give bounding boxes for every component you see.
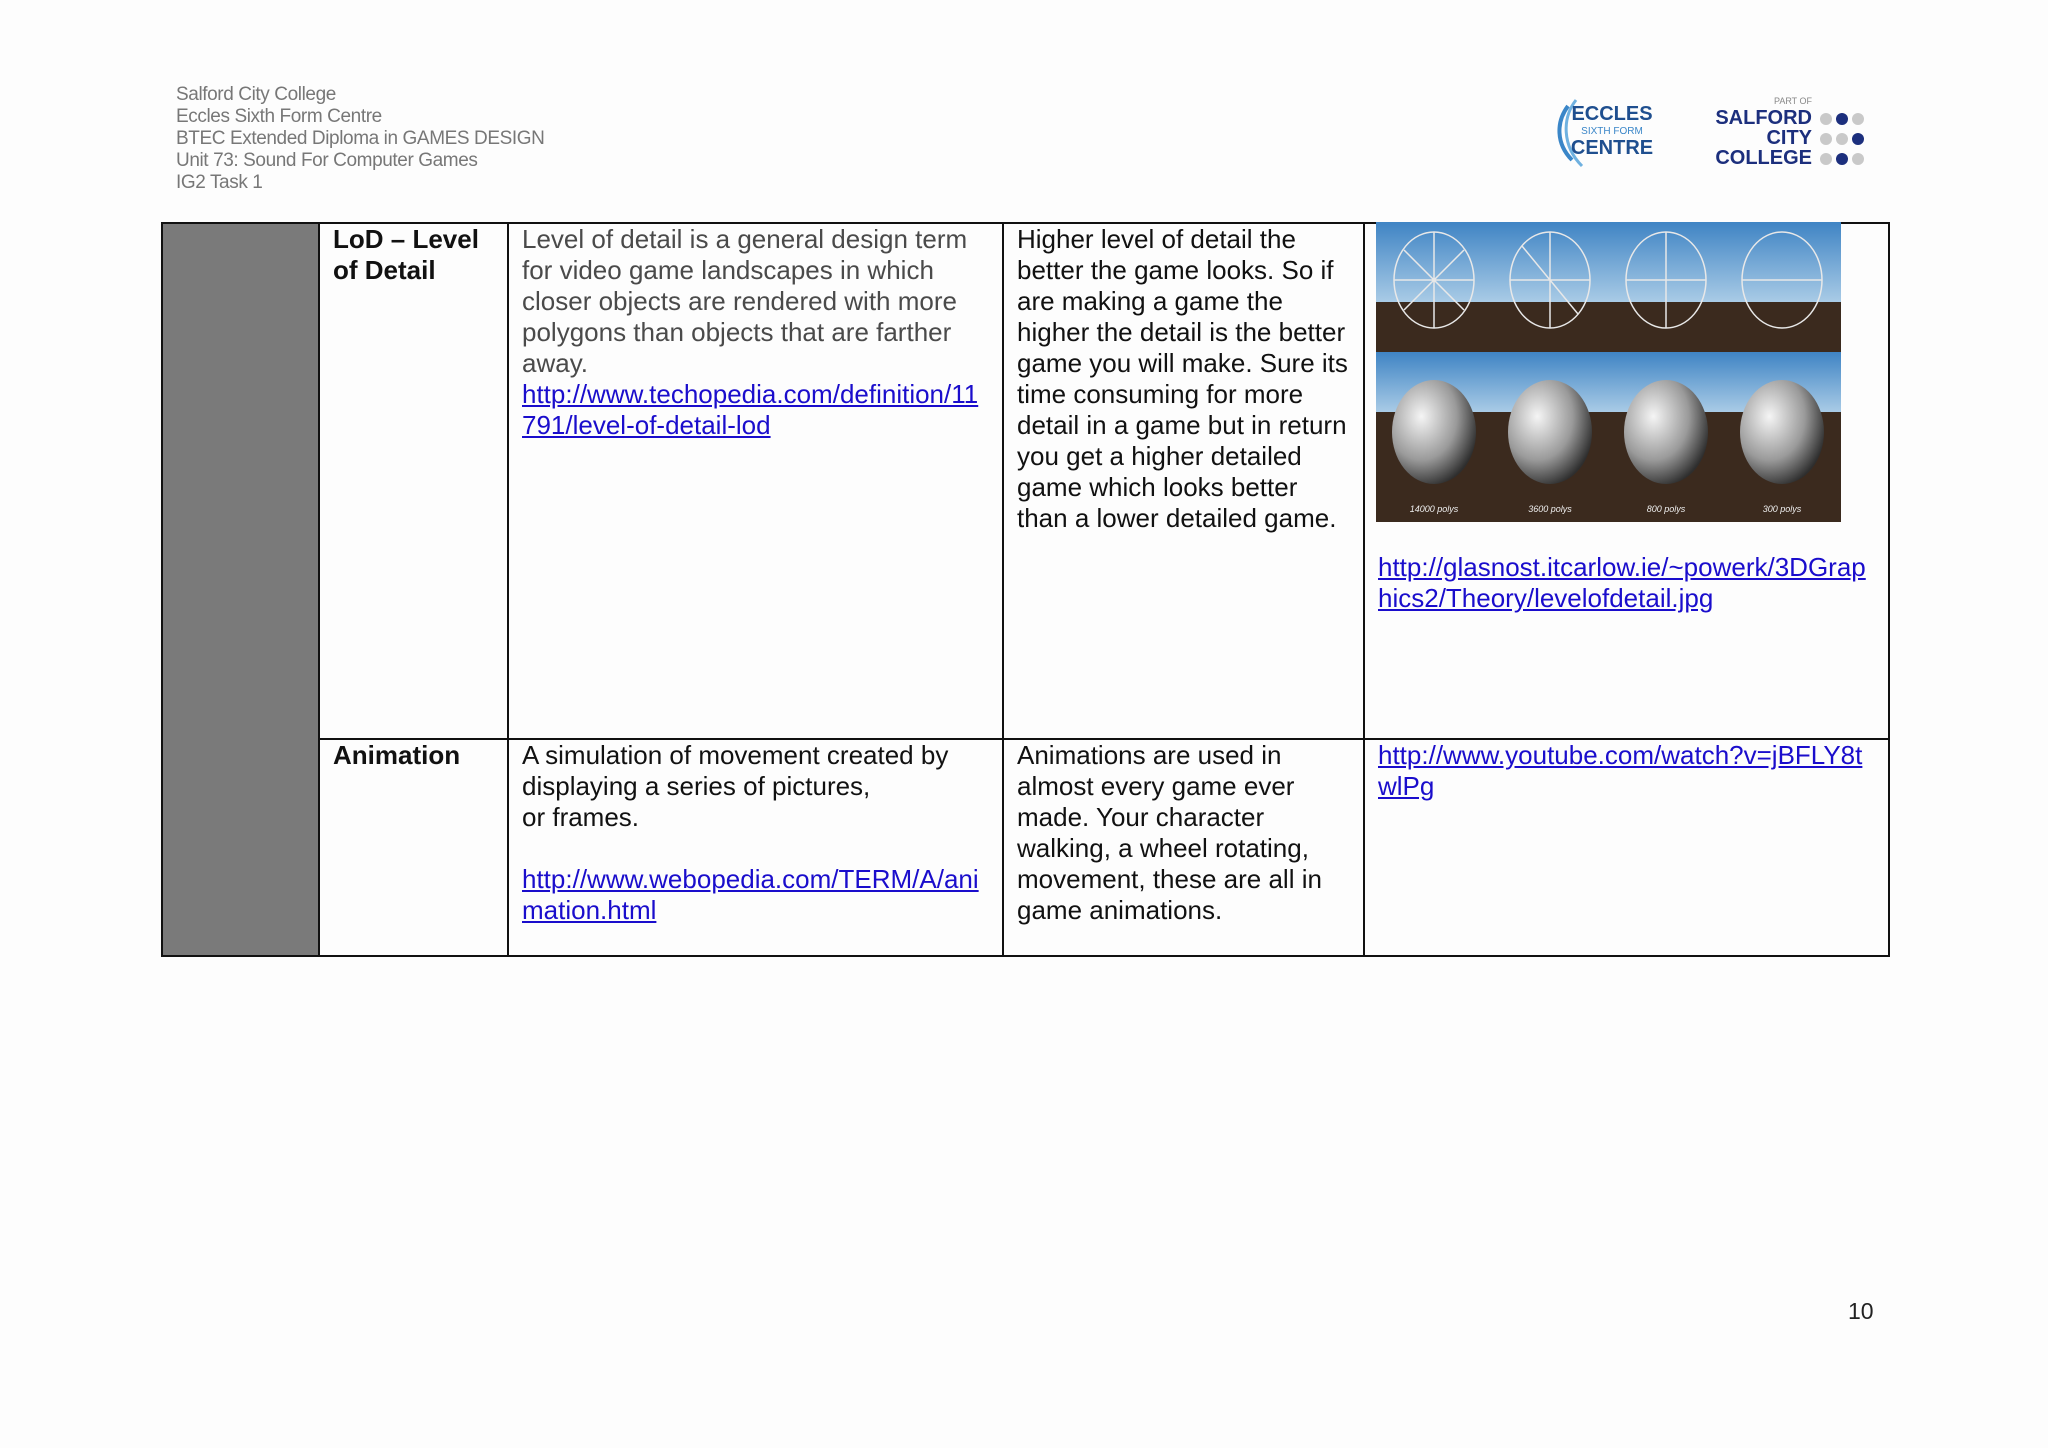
page-number: 10: [1848, 1298, 1874, 1324]
definition-text-continued: or frames.: [522, 802, 640, 832]
term-label: LoD – Level of Detail: [333, 224, 479, 285]
explanation-text: Higher level of detail the better the game looks. So if are making a game the higher the detail is the better game you will make. Sure its time consuming for more detail in a game but in return you get a higher detailed game which looks better than a lower detailed game.: [1017, 224, 1348, 533]
explanation-cell: [1003, 739, 1364, 956]
header-line-course: BTEC Extended Diploma in GAMES DESIGN: [176, 128, 545, 149]
gray-side-cell: [162, 223, 319, 956]
definition-text: A simulation of movement created by displaying a series of pictures,: [522, 740, 949, 801]
svg-text:CITY: CITY: [1766, 127, 1812, 149]
term-cell: [319, 739, 508, 956]
explanation-cell: [1003, 223, 1364, 739]
example-link-wrap: [1378, 552, 1876, 614]
salford-city-college-logo: [1704, 92, 1874, 170]
eccles-centre-logo: [1554, 94, 1666, 170]
term-label: Animation: [333, 740, 461, 770]
header-line-task: IG2 Task 1: [176, 172, 263, 193]
definition-link[interactable]: http://www.webopedia.com/TERM/A/animation.html: [522, 864, 979, 925]
header-line-college: Salford City College: [176, 84, 336, 105]
svg-text:SIXTH FORM: SIXTH FORM: [1581, 126, 1643, 137]
svg-text:PART OF: PART OF: [1773, 96, 1812, 106]
svg-text:CENTRE: CENTRE: [1570, 137, 1654, 159]
definition-cell: [508, 223, 1003, 739]
document-header: [176, 84, 545, 194]
explanation-text: Animations are used in almost every game ever made. Your character walking, a wheel rotating, movement, these are all in game animations.: [1017, 740, 1322, 925]
example-cell: [1364, 223, 1889, 739]
table-row-lod: [162, 223, 1889, 739]
lod-caption-14000: 14000 polys: [1409, 504, 1459, 514]
lod-heads-image: [1376, 222, 1841, 522]
svg-text:SALFORD: SALFORD: [1715, 107, 1812, 129]
example-cell: [1364, 739, 1889, 956]
example-link[interactable]: http://glasnost.itcarlow.ie/~powerk/3DGraphics2/Theory/levelofdetail.jpg: [1378, 552, 1866, 613]
svg-text:COLLEGE: COLLEGE: [1715, 147, 1812, 169]
example-link[interactable]: http://www.youtube.com/watch?v=jBFLY8twlPg: [1378, 740, 1863, 801]
header-line-centre: Eccles Sixth Form Centre: [176, 106, 382, 127]
terms-table: [161, 222, 1890, 957]
header-logos: [1540, 88, 1880, 172]
definition-cell: [508, 739, 1003, 956]
definition-link[interactable]: http://www.techopedia.com/definition/11791/level-of-detail-lod: [522, 379, 979, 440]
lod-caption-300: 300 polys: [1762, 504, 1802, 514]
lod-caption-3600: 3600 polys: [1528, 504, 1572, 514]
definition-text: Level of detail is a general design term for video game landscapes in which closer objects are rendered with more polygons than objects that are farther away.: [522, 224, 968, 378]
table-row-animation: [162, 739, 1889, 956]
header-line-unit: Unit 73: Sound For Computer Games: [176, 150, 478, 171]
lod-caption-800: 800 polys: [1646, 504, 1686, 514]
term-cell: [319, 223, 508, 739]
svg-text:ECCLES: ECCLES: [1571, 103, 1653, 125]
